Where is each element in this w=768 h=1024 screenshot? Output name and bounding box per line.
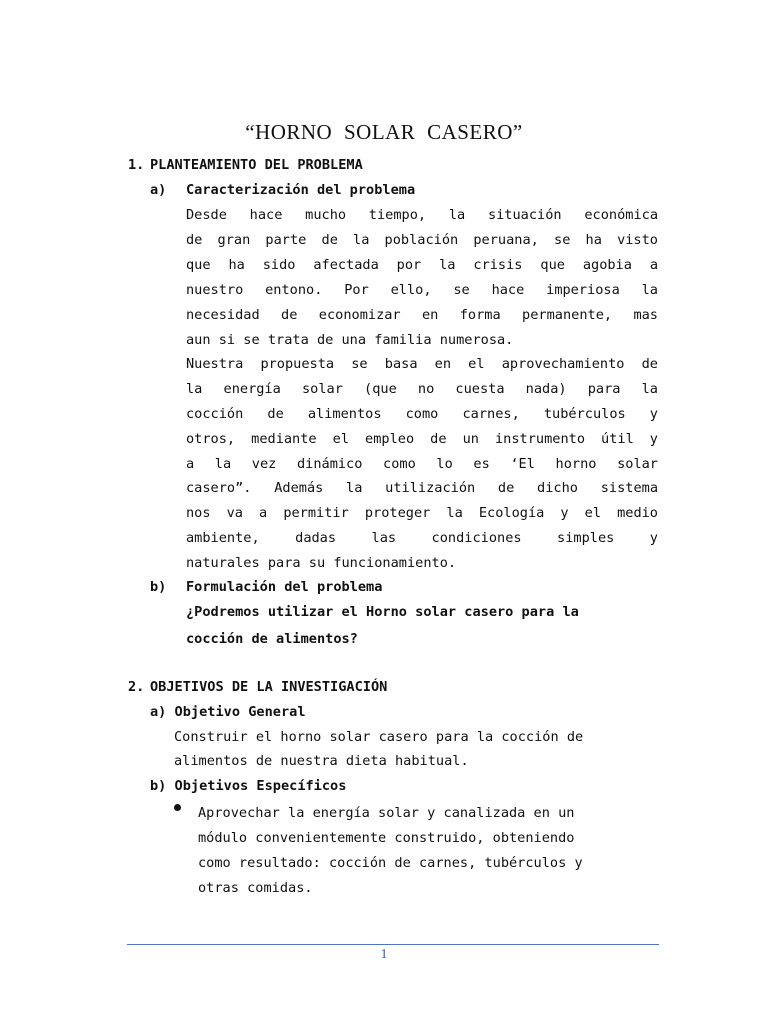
subsection-1b-marker: b): [150, 579, 167, 595]
paragraph-line: cocción de alimentos como carnes, tubérculos y: [186, 406, 658, 422]
subsection-1a-heading: Caracterización del problema: [186, 182, 416, 198]
paragraph-line: de gran parte de la población peruana, se ha visto: [186, 232, 658, 248]
bullet-dot-icon: [174, 804, 181, 811]
section-2-heading: OBJETIVOS DE LA INVESTIGACIÓN: [150, 679, 388, 695]
paragraph-line: nos va a permitir proteger la Ecología y el medio: [186, 505, 658, 521]
bullet-line: otras comidas.: [198, 880, 313, 896]
general-objective-line: Construir el horno solar casero para la cocción de: [174, 729, 584, 745]
paragraph-line: que ha sido afectada por la crisis que agobia a: [186, 257, 658, 273]
bullet-line: Aprovechar la energía solar y canalizada en un: [198, 805, 575, 821]
general-objective-line: alimentos de nuestra dieta habitual.: [174, 753, 469, 769]
document-title: “HORNO SOLAR CASERO”: [245, 120, 523, 144]
footer-divider: [127, 944, 659, 945]
subsection-1b-heading: Formulación del problema: [186, 579, 383, 595]
subsection-2a-heading: a) Objetivo General: [150, 704, 306, 720]
bullet-line: módulo convenientemente construido, obteniendo: [198, 830, 575, 846]
subsection-2b-heading: b) Objetivos Específicos: [150, 778, 347, 794]
paragraph-line: necesidad de economizar en forma permanente, mas: [186, 307, 658, 323]
question-line: cocción de alimentos?: [186, 631, 358, 647]
paragraph-line: casero”. Además la utilización de dicho sistema: [186, 480, 658, 496]
paragraph-line: a la vez dinámico como lo es ‘El horno solar: [186, 456, 658, 472]
section-1-heading: PLANTEAMIENTO DEL PROBLEMA: [150, 157, 363, 173]
paragraph-line: ambiente, dadas las condiciones simples y: [186, 530, 658, 546]
paragraph-line: la energía solar (que no cuesta nada) para la: [186, 381, 658, 397]
question-line: ¿Podremos utilizar el Horno solar casero para la: [186, 604, 579, 620]
section-2-number: 2.: [128, 679, 145, 695]
paragraph-line: naturales para su funcionamiento.: [186, 555, 457, 571]
paragraph-line: otros, mediante el empleo de un instrumento útil y: [186, 431, 658, 447]
paragraph-line: aun si se trata de una familia numerosa.: [186, 332, 514, 348]
paragraph-line: nuestro entono. Por ello, se hace imperiosa la: [186, 282, 658, 298]
subsection-1a-marker: a): [150, 182, 167, 198]
paragraph-line: Nuestra propuesta se basa en el aprovechamiento de: [186, 356, 658, 372]
bullet-line: como resultado: cocción de carnes, tubérculos y: [198, 855, 583, 871]
page-number: 1: [380, 947, 388, 962]
section-1-number: 1.: [128, 157, 145, 173]
paragraph-line: Desde hace mucho tiempo, la situación económica: [186, 207, 658, 223]
